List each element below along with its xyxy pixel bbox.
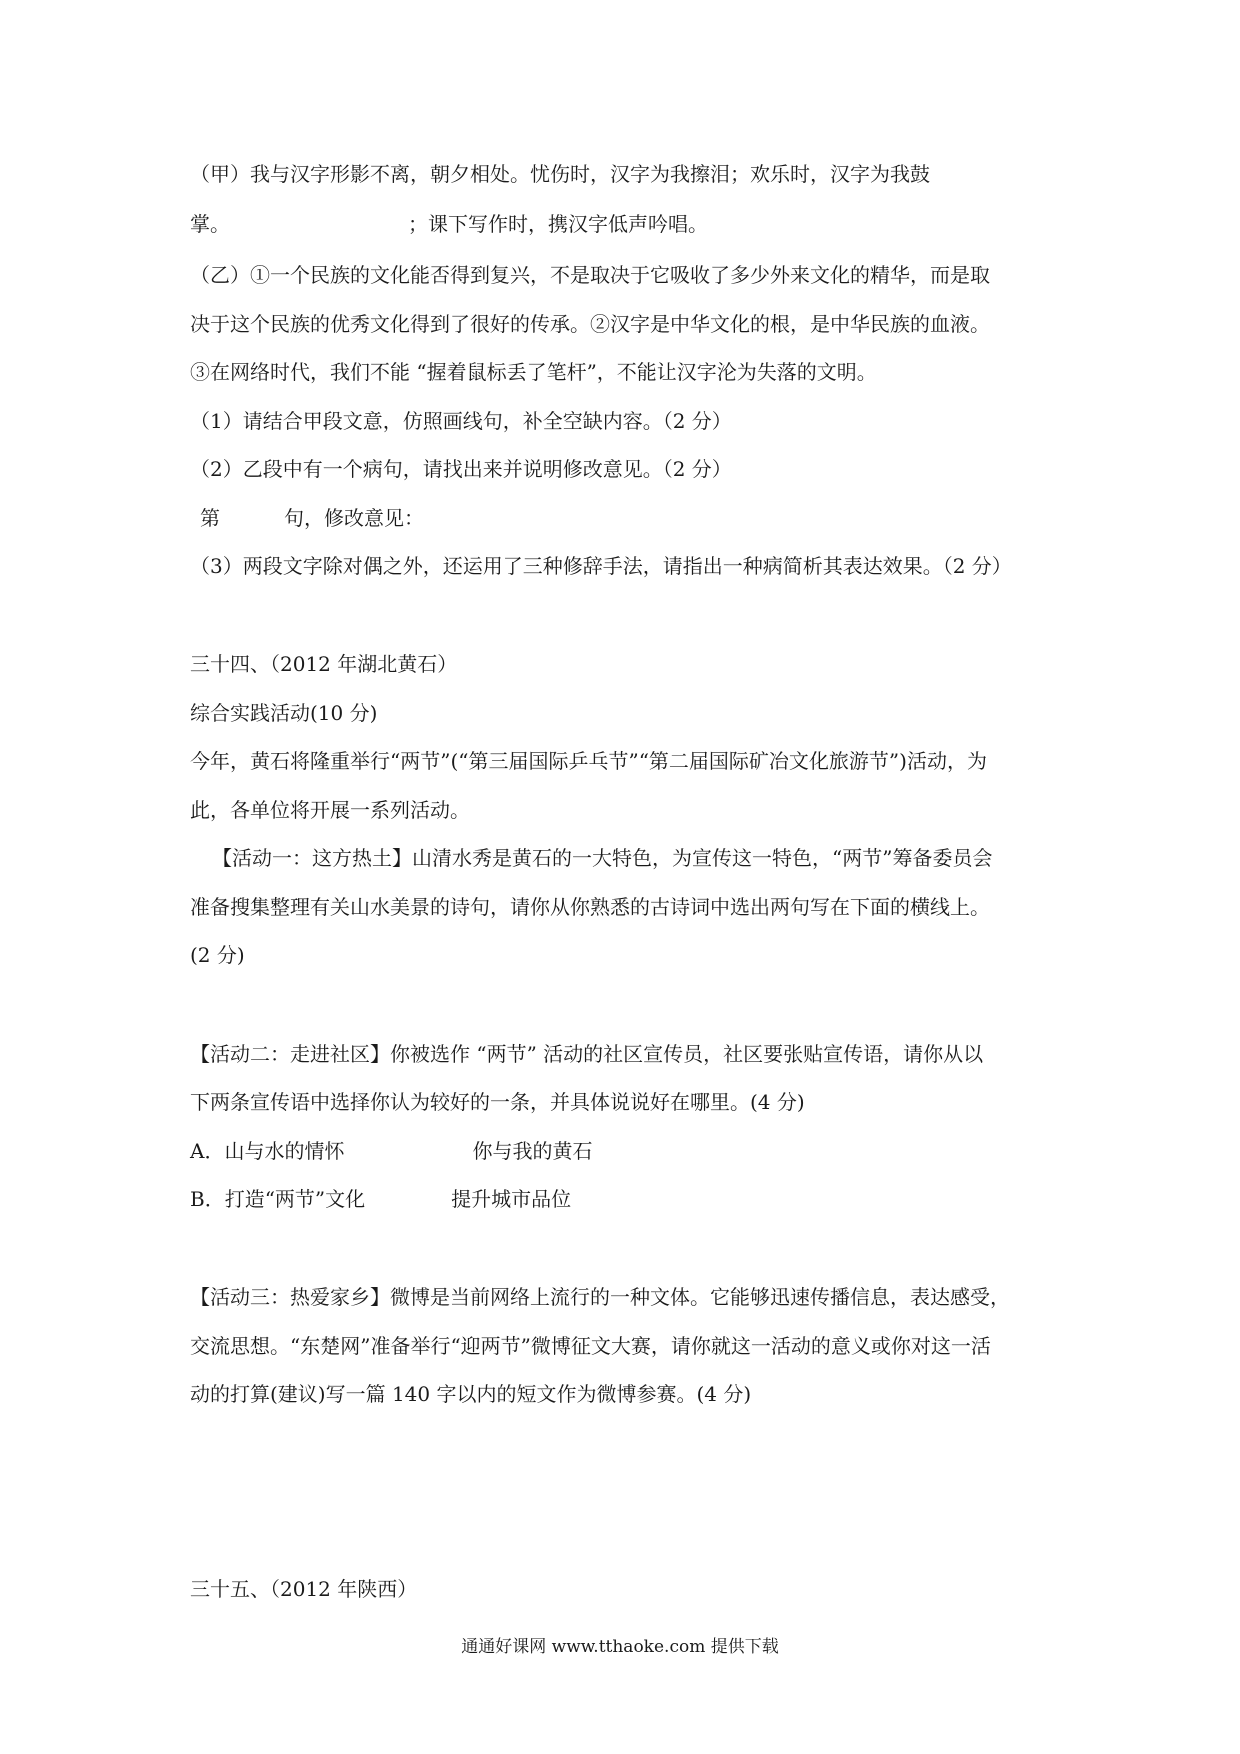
activity-2-line-1: 【活动二：走进社区】你被选作 “两节” 活动的社区宣传员，社区要张贴宣传语，请你从以 [190,1042,984,1066]
paragraph-jia-line-2-start: 掌。 [190,212,230,236]
section-34-intro-line-2: 此，各单位将开展一系列活动。 [190,798,470,822]
question-3: （3）两段文字除对偶之外，还运用了三种修辞手法，请指出一种病简析其表达效果。（2 分） [190,554,1012,578]
activity-3-line-2: 交流思想。“东楚网”准备举行“迎两节”微博征文大赛，请你就这一活动的意义或你对这一活 [190,1334,991,1358]
activity-1-line-3: (2 分) [190,943,245,967]
section-34-subtitle: 综合实践活动(10 分) [190,701,378,725]
paragraph-jia-line-1: （甲）我与汉字形影不离，朝夕相处。忧伤时，汉字为我擦泪；欢乐时，汉字为我鼓 [190,162,930,186]
question-2-answer-line [200,505,424,531]
answer-label-suggestion: 句，修改意见： [284,506,424,530]
section-34-intro-line-1: 今年，黄石将隆重举行“两节”(“第三届国际乒乓节”“第二届国际矿冶文化旅游节”)活动，为 [190,749,987,773]
question-1: （1）请结合甲段文意，仿照画线句，补全空缺内容。（2 分） [190,409,732,433]
activity-3-line-1: 【活动三：热爱家乡】微博是当前网络上流行的一种文体。它能够迅速传播信息，表达感受， [190,1285,1010,1309]
option-a-part-2: 你与我的黄石 [472,1139,593,1163]
paragraph-yi-line-3: ③在网络时代，我们不能 “握着鼠标丢了笔杆”，不能让汉字沦为失落的文明。 [190,360,877,384]
paragraph-yi-line-1: （乙）①一个民族的文化能否得到复兴，不是取决于它吸收了多少外来文化的精华，而是取 [190,263,990,287]
option-a-part-1: A．山与水的情怀 [190,1139,345,1163]
option-b-part-2: 提升城市品位 [451,1187,572,1211]
section-35-title: 三十五、（2012 年陕西） [190,1577,418,1601]
activity-1-line-2: 准备搜集整理有关山水美景的诗句，请你从你熟悉的古诗词中选出两句写在下面的横线上。 [190,895,990,919]
answer-label-number: 第 [200,506,220,530]
option-b-part-1: B．打造“两节”文化 [190,1187,366,1211]
activity-3-line-3: 动的打算(建议)写一篇 140 字以内的短文作为微博参赛。(4 分) [190,1382,752,1406]
question-2: （2）乙段中有一个病句，请找出来并说明修改意见。（2 分） [190,457,732,481]
paragraph-jia-line-2-end: ；课下写作时，携汉字低声吟唱。 [408,212,708,236]
activity-1-line-1: 【活动一：这方热土】山清水秀是黄石的一大特色，为宣传这一特色，“两节”筹备委员会 [212,846,993,870]
activity-2-option-a [190,1138,592,1164]
paragraph-yi-line-2: 决于这个民族的优秀文化得到了很好的传承。②汉字是中华文化的根，是中华民族的血液。 [190,312,990,336]
activity-2-option-b [190,1186,571,1212]
paragraph-jia-line-2 [190,211,708,237]
page-footer: 通通好课网 www.tthaoke.com 提供下载 [461,1637,779,1657]
activity-2-line-2: 下两条宣传语中选择你认为较好的一条，并具体说说好在哪里。(4 分) [190,1090,805,1114]
section-34-title: 三十四、（2012 年湖北黄石） [190,652,458,676]
